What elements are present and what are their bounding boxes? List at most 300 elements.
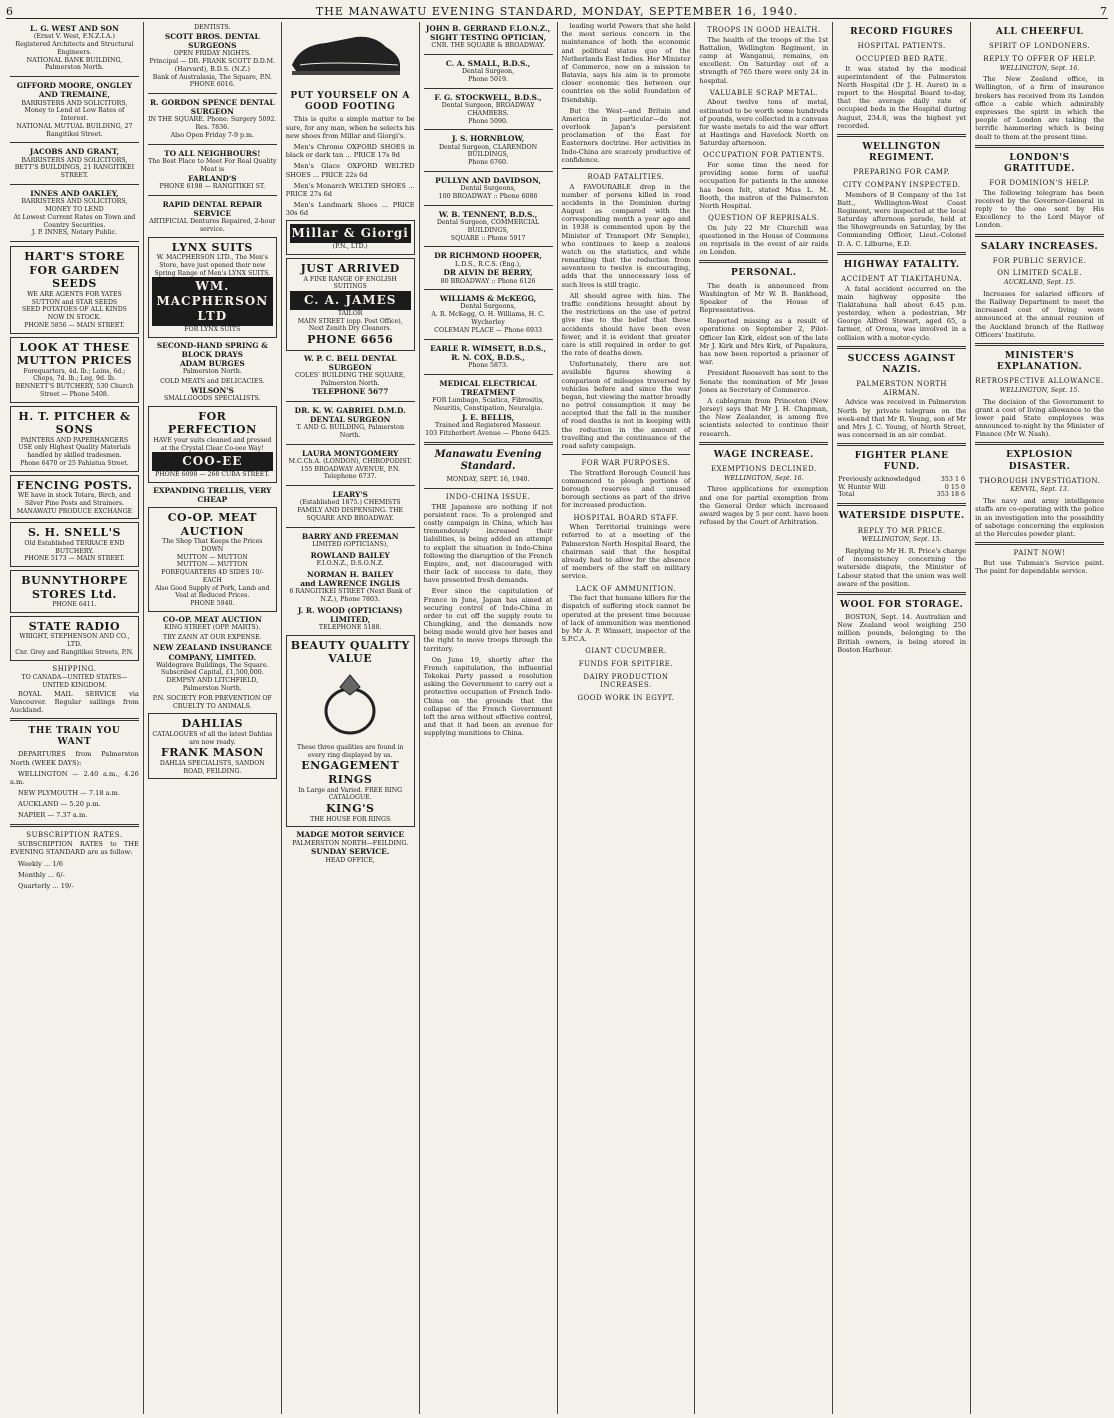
divider [10,76,139,77]
ad-coop-meat-1 [148,507,277,611]
ad-title: WILLIAMS & McKEGG, [439,294,537,304]
article-paragraph: The decision of the Government to grant a cost of living allowance to the lower paid State employees was announced to-night by the Minister of Finance (Mr W. Nash). [975,397,1104,439]
divider [975,145,1104,148]
article-subheading: REPLY TO OFFER OF HELP. [983,54,1096,63]
article-subheading: THOROUGH INVESTIGATION. [978,476,1101,485]
ad-sub: BARRISTERS AND SOLICITORS, BETT'S BUILDINGS, 21 RANGITIKEI STREET. [14,156,135,180]
columns [6,22,1108,1414]
ad-title: JUST ARRIVED [300,261,400,275]
subscription-heading: SUBSCRIPTION RATES. [26,830,123,839]
ad-shop: J. E. BELLIS, [461,412,515,422]
ad-sub: WRIGHT, STEPHENSON AND CO., LTD. [19,633,130,649]
ad-title: NEW ZEALAND INSURANCE COMPANY, LIMITED. [152,643,272,662]
ad-sub2: DR ALVIN DE BERRY, [443,268,533,278]
paper-name: Manawatu Evening Standard. [434,448,542,472]
ad-phone: SQUARE :: Phone 5917 [450,234,526,242]
train-line: NAPIER — 7.37 a.m. [18,811,88,820]
ad-line: MUTTON — MUTTON [176,561,248,569]
fund-label: W. Hunter Will [838,482,886,491]
ad-logo-sub: TAILOR [337,309,363,317]
ad-address: Bank of Australasia, The Square, P.N. PHONE 6016. [152,73,272,89]
ad-body: ARTIFICIAL Dentures Repaired, 2-hour service. [149,217,276,233]
ad-body: The Best Place to Meet For Real Quality Meat is [148,158,277,173]
article-paragraph: Reported missing as a result of operations on September 2, Pilot-Officer Ian Kirk, eldest son of the late Mr J. Kirk and Mrs Kirk, of Papakura, has now been reported a prisoner of war. [699,317,829,367]
ad-sub: A FINE RANGE OF ENGLISH SUITINGS [303,275,397,291]
article-paragraph: On July 22 Mr Churchill was questioned in the House of Commons on reprisals in the event of air raids on London. [699,223,829,257]
ad-phone: PHONE 5173 — MAIN STREET. [24,555,125,563]
article-subheading: FOR PUBLIC SERVICE. [992,256,1087,265]
ad-title: L. G. WEST AND SON [29,24,119,33]
article-subheading: SPIRIT OF LONDONERS. [988,42,1091,51]
ad-phone: Phone 5090. [468,117,509,125]
ad-small [424,59,553,84]
ad-title: RAPID DENTAL REPAIR SERVICE [162,199,263,218]
article-heading: WOOL FOR STORAGE. [839,599,964,610]
divider [148,144,277,145]
divider [148,195,277,196]
column-8 [970,22,1108,1414]
ad-dental-repair [148,200,277,234]
ad-lynx-suits [148,237,277,338]
article-heading: FIGHTER PLANE FUND. [854,451,949,473]
ad-phone: PHONE 6656 [307,332,394,346]
ad-hornblow [424,134,553,167]
ad-body: FOR Lumbago, Sciatica, Fibrositis, Neuritis, Constipation, Neuralgia. [432,397,544,412]
article-heading: LACK OF AMMUNITION. [575,584,676,593]
article-byline: WELLINGTON, Sept. 16. [999,64,1080,72]
divider [286,401,415,402]
ad-sub: Old Established TERRACE END BUTCHERY. [24,539,125,555]
article-heading: SALARY INCREASES. [980,241,1099,252]
ad-williams-mckegg [424,294,553,334]
article-byline: WELLINGTON, Sept. 16. [724,474,804,482]
ad-sub: PALMERSTON NORTH—FEILDING. [292,839,409,847]
ad-sub: Dental Surgeons, [460,185,516,193]
article-heading: WAGE INCREASE. [713,449,814,460]
article-paragraph: A cablegram from Princeton (New Jersey) says that Mr J. H. Chapman, the New Zealander, is among five scientists selected to continue their research. [699,396,829,438]
article-byline: KENVIL, Sept. 13. [1010,486,1069,494]
divider [424,488,553,489]
fund-value: 353 18 6 [936,490,966,499]
ad-zann [148,634,277,642]
ad-title: CO-OP. MEAT AUCTION [167,511,257,538]
article-heading: TROOPS IN GOOD HEALTH. [707,26,821,34]
ad-gordon-spence [148,98,277,140]
ad-shop: WILSON'S [190,385,234,395]
ad-west-and-son [10,24,139,72]
article-subheading: REPLY TO MR PRICE. [857,526,946,535]
article-subheading: ON LIMITED SCALE. [997,269,1082,278]
ad-sub: Waldegrave Buildings, The Square. [156,661,269,669]
article-paragraph: A fatal accident occurred on the main highway opposite the Tiakitahuna hall about 6.45 p.m. yesterday, when a pedestrian, Mr George Alfred Stewart, aged 65, a farmer, of Oroua, was involved in a collision with a motor-cycle. [837,284,967,342]
ad-sub: Also Open Friday 7-9 p.m. [170,132,255,140]
subscription-body: SUBSCRIPTION RATES to THE EVENING STANDARD are as follow: [10,840,139,857]
divider [424,246,553,247]
ad-title: LYNX SUITS [171,240,253,254]
article-heading: PAINT NOW! [1013,549,1066,558]
ad-item: Men's Chrome OXFORD SHOES in black or dark tan ... PRICE 17s 9d [285,143,415,160]
article-paragraph: The navy and army intelligence staffs are co-operating with the police in an investigation into the possibility of sabotage concerning the explosion at the Hercules powder plant. [975,497,1104,538]
article-heading: HOSPITAL BOARD STAFF. [573,513,679,522]
ad-phone: TELEPHONE 5677 [311,387,389,397]
article-heading: FUNDS FOR SPITFIRE. [578,659,674,668]
fund-label: Total [838,490,855,499]
ad-title: EXPANDING TRELLIS, VERY CHEAP [153,485,272,504]
article-subheading: RETROSPECTIVE ALLOWANCE. [975,377,1104,386]
fund-table [837,476,966,500]
ad-sub: (Established 1875.) CHEMISTS [299,499,401,507]
subscription-line: Monthly ... 6/- [18,870,65,879]
ad-title: F. G. STOCKWELL, B.D.S., [434,92,542,102]
article-subheading: HOSPITAL PATIENTS. [857,42,946,51]
article-paragraph: leading world Powers that she held the most serious concern in the maintenance of both the economic and political status quo of the Netherlands East Indies. Her Minister of Commerce, now on a mission to Batavia, says his aim is to promote closer economic ties between our countries on the solid foundation of friendship. [561,22,691,104]
ad-phone: PHONE 5940. [190,599,235,607]
article-subheading: PALMERSTON NORTH AIRMAN. [856,380,948,397]
article-paragraph: But use Tubman's Service paint. The paint for dependable service. [975,558,1104,575]
ad-more: SEED POTATOES OF ALL KINDS NOW IN STOCK. [21,306,127,322]
column-1 [6,22,143,1414]
paper-date: MONDAY, SEPT. 16, 1940. [446,476,530,484]
ad-sub: Dental Surgeon, BROADWAY CHAMBERS. [441,102,535,117]
ad-adam-burges [148,341,277,376]
article-paragraph: The death is announced from Washington of Mr W. B. Bankhead, Speaker of the House of Representatives. [699,281,829,315]
divider [424,171,553,172]
ad-sub: Dental Surgeons, [460,303,516,311]
ad-sub: COLES' BUILDING THE SQUARE, Palmerston North. [295,371,406,387]
ad-sub: The Shop That Keeps the Prices DOWN [162,538,263,554]
article-heading: VALUABLE SCRAP METAL. [709,88,818,97]
divider [424,54,553,55]
ad-sub: Dental Surgeon, [462,68,515,76]
ad-title: SECOND-HAND SPRING & BLOCK DRAYS [156,340,268,359]
ad-title: W. B. TENNENT, B.D.S., [438,209,538,219]
ad-sub: BARRISTERS AND SOLICITORS, Money to Lend at Low Rates of Interest. [21,99,128,123]
article-paragraph: It was stated by the medical superintendent of the Palmerston North Hospital (Dr J. H. Auret) in a report to the Hospital Board to-day, that the average daily rate of occupied beds in the Hospital during August, 234.6, was the highest yet recorded. [837,64,967,130]
masthead [6,4,1108,19]
ad-sub: F.I.O.N.Z., D.S.O.N.Z. [316,559,384,567]
ad-title: C. A. SMALL, B.D.S., [445,59,531,69]
ad-body: W. MACPHERSON LTD., The Men's Store, have just opened their new Spring Range of Men's LYNX SUITS. [154,254,271,277]
divider [837,503,966,506]
page-number-right: 7 [1100,4,1108,18]
article-paragraph: But the West—and Britain and America in particular—do not overlook Japan's persistent proclamation of the East for Easterners doctrine. Her activities in Indo-China are scarcely productive of confidence. [561,106,691,164]
train-body: DEPARTURES from Palmerston North (WEEK DAYS): [10,750,139,767]
ad-sub: PAINTERS AND PAPERHANGERS [20,436,129,444]
article-subheading: PREPARING FOR CAMP. [853,168,951,177]
ad-title: STATE RADIO [28,619,121,633]
ad-dahlias [148,713,277,779]
ad-capital: Subscribed Capital, £1,500,000. [160,669,264,677]
divider [424,88,553,89]
article-paragraph: Members of B Company of the 1st Batt., Wellington-West Coast Regiment, were inspected at the local Saturday afternoon parade, held at the Showgrounds on Saturday, by the Commanding Officer, Lieut.-Colonel D. A. C. Lilburne, E.D. [837,190,967,248]
personal-heading: PERSONAL. [731,268,797,279]
ad-title: GIFFORD MOORE, ONGLEY AND TREMAINE, [16,81,133,100]
ad-line: MUTTON — MUTTON [176,553,248,561]
subscription-line: Weekly ... 1/6 [18,859,63,868]
ad-scott-bros [148,24,277,89]
ad-body: USE only Highest Quality Materials handled by skilled tradesmen. [18,444,131,460]
ad-address: IN THE SQUARE. Phone: Surgery 5092. Res. 7836. [148,116,277,132]
ad-trellis [148,486,277,504]
ad-item: Men's Glace OXFORD WELTED SHOES ... PRICE 22s 6d [285,162,415,179]
article-paragraph: The health of the troops of the 1st Battalion, Wellington Regiment, in camp at Wanganui, remains, on excellent. On Saturday out of a strength of 765 there were only 24 in hospital. [699,35,829,85]
divider [562,168,691,169]
article-heading: OCCUPATION FOR PATIENTS. [703,151,825,160]
article-heading: ALL CHEERFUL [995,27,1084,37]
article-byline: WELLINGTON, Sept. 15. [999,386,1080,394]
article-paragraph: The Stratford Borough Council has commenced to plough portions of borough reserves and unused borough sections as part of the drive for increased production. [561,468,691,510]
shoe-illustration [286,25,406,81]
ad-title: COLD MEATS and DELICACIES. [160,377,265,385]
train-heading: THE TRAIN YOU WANT [28,726,121,748]
ad-more: In Large and Varied. FREE RING CATALOGUE. [298,786,403,802]
ad-address: KING STREET (OPP. MARTS). [164,623,261,631]
divider [424,129,553,130]
ad-phone: COLEMAN PLACE — Phone 6933 [434,326,542,334]
ad-sub: OPEN FRIDAY NIGHTS. [173,50,252,58]
divider [10,142,139,143]
ad-phone: PHONE 6098 — 268 CUBA STREET. [155,471,270,479]
article-heading: WATERSIDE DISPUTE. [838,511,965,522]
ad-body: WE have in stock Totara, Birch, and Silver Pine Posts and Strainers. [18,492,131,507]
ad-title: HART'S STORE FOR GARDEN SEEDS [24,250,125,291]
ad-body: CATALOGUES of all the latest Dahlias are now ready. [152,731,273,746]
column-3 [281,22,419,1414]
ad-address: Cnr. Grey and Rangitikei Streets, P.N. [15,648,134,656]
article-subheading: OCCUPIED BED RATE. [855,54,948,63]
ad-logo-sub: FOR LYNX SUITS [184,325,241,333]
ad-pullyn-davidson [424,176,553,201]
ad-shop: FARLAND'S [188,173,237,183]
ad-phone: Phone 6470 or 25 Fahiatua Street. [20,459,129,467]
ad-sub: Dental Surgeon, COMMERCIAL BUILDINGS, [436,218,540,234]
ad-title: P.N. SOCIETY FOR PREVENTION OF CRUELTY TO ANIMALS. [152,694,272,710]
ad-title: TO ALL NEIGHBOURS! [164,148,261,158]
ad-hooper [424,251,553,285]
ad-title: LAURA MONTGOMERY [301,448,399,458]
ad-title: NORMAN H. BAILEY [307,569,394,579]
train-line: WELLINGTON — 2.40 a.m., 4.26 a.m. [10,769,139,786]
article-subheading: ACCIDENT AT TIAKITAHUNA. [841,274,963,283]
ad-body: HAVE your suits cleaned and pressed at the Crystal Clear Co-oee Way! [153,436,272,452]
ad-address: MAIN STREET (opp. Post Office), Next Zenith Dry Cleaners. [297,317,403,333]
ad-phone: Phone 5019. [468,76,509,84]
ad-title: MADGE MOTOR SERVICE [296,830,405,840]
ad-coop-meat-2 [148,615,277,632]
ad-bunnythorpe [10,570,139,613]
ad-forequarters: FOREQUARTERS 4D SIDES 10/- EACH [161,569,264,584]
column-7 [832,22,970,1414]
ad-ca-james [286,258,415,351]
ad-title: DAHLIAS [181,717,243,731]
ad-shop: KING'S [325,802,375,816]
ad-rowland-bailey [286,551,415,568]
ad-bell [286,354,415,397]
article-paragraph: When Territorial trainings were referred to at a meeting of the Palmerston North Hospital Board, the chairman said that the hospital already had to allow for the absence of members of the staff on military service. [561,523,691,581]
article-paragraph: For some time the need for providing some form of useful occupation for patients in the annexe has been felt, stated Miss L. M. Booth, the matron of the Palmerston North Hospital. [699,161,829,210]
column-2 [143,22,281,1414]
ad-innes-oakley [10,189,139,237]
ad-notary: J. P. INNES, Notary Public. [31,229,118,237]
ad-extra: At Lowest Current Rates on Town and Country Securities. [13,213,136,229]
ad-wilsons [148,378,277,403]
column-6 [694,22,832,1414]
ad-phone: PHONE 6411. [52,601,97,609]
ad-address: MANAWATU PRODUCE EXCHANGE [16,507,133,515]
divider [837,443,966,446]
divider [562,454,691,455]
ad-fencing-posts [10,475,139,520]
ad-title: BUNNYTHORPE STORES Ltd. [21,573,128,601]
ad-sub: M.C.Ch.A. (LONDON), CHIROPODIST. [288,457,412,465]
article-paragraph: President Roosevelt has sent to the Senate the nomination of Mr Jesse Jones as Secretary of Commerce. [699,369,829,394]
ad-phone: PHONE 6198 — RANGITIKEI ST. [159,182,266,190]
ad-sub: LIMITED (OPTICIANS), [312,540,389,548]
article-heading: ROAD FATALITIES. [587,172,665,181]
ad-more: SUNDAY SERVICE. [311,847,390,857]
ad-title: EARLE R. WIMSETT, B.D.S., [430,343,547,353]
ad-shop: FRANK MASON [160,746,264,760]
leader-paragraph: On June 19, shortly after the French capitulation, the influential Tokokai Party passed a resolution asking the Government to carry out a protective occupation of French Indo-China on the grounds that the collapse of the French Government left the area without effective control, and that it had been an avenue for supplying munitions to China. [423,655,553,738]
ad-title: CO-OP. MEAT AUCTION [162,614,262,624]
ad-phone: Phone 6760. [468,159,509,167]
ad-sub: SIGHT TESTING OPTICIAN, [430,33,547,43]
ring-illustration [310,669,390,739]
article-heading: EXPLOSION DISASTER. [1006,450,1074,472]
ad-logo: Millar & Giorgi [290,224,411,243]
train-line: NEW PLYMOUTH — 7.18 a.m. [18,789,121,798]
ad-sub: R. N. COX, B.D.S., [451,352,525,362]
ad-logo-sub: (P.N., LTD.) [332,243,368,251]
article-paragraph: Increases for salaried officers of the Railway Department to meet the increased cost of living were announced at the annual reunion of the Auckland branch of the Railway Officers' Institute. [975,289,1104,339]
divider [975,442,1104,445]
ad-body: This is quite a simple matter to be sure, for any man, when he selects his new shoes from Millar and Giorgi's. [285,115,415,140]
ad-phone: TELEPHONE 5188. [318,623,382,631]
article-heading: WELLINGTON REGIMENT. [862,141,941,164]
ad-title: LOOK AT THESE MUTTON PRICES [16,340,133,368]
divider [699,260,828,263]
divider [424,374,553,375]
article-paragraph: BOSTON, Sept. 14. Australian and New Zealand wool weighing 250 million pounds, belonging to the British owners, is being stored in Boston Harbour. [837,613,967,654]
ad-title: J. R. WOOD (OPTICIANS) LIMITED, [297,605,403,624]
ad-logo: COO-EE [152,452,273,471]
ad-item: Men's Monarch WELTED SHOES ... PRICE 27s 6d [285,181,415,198]
ad-shop-sub: THE HOUSE FOR RINGS [310,815,391,823]
ad-pitcher-sons [10,406,139,472]
article-paragraph: The fact that humane killers for the dispatch of suffering stock cannot be operated at the present time because of lack of ammunition was mentioned by Mr A. P. Wimsett, inspector of the S.P.C.A. [561,594,691,644]
article-subheading: FOR DOMINION'S HELP. [989,178,1090,187]
ad-sub: These three qualities are found in every ring displayed by us. [297,744,404,759]
page-number-left: 6 [6,4,14,18]
article-heading: LONDON'S GRATITUDE. [1004,152,1076,174]
ad-bellis [424,379,553,438]
divider [424,289,553,290]
ad-snells [10,522,139,567]
ad-phone: 80 BROADWAY :: Phone 6126 [440,277,536,285]
ad-title: DR RICHMOND HOOPER, [434,251,542,261]
divider [286,485,415,486]
ad-title: ROWLAND BAILEY [310,550,390,560]
article-paragraph: Unfortunately, there are not available figures showing a comparison of mileages traversed by vehicles before and since the war began, but viewing the matter broadly no petrol consumption it may be accepted that the fall in the number of road deaths is not in keeping with the reduction in the amount of travelling and the continuance of the road safety campaign. [561,360,691,450]
divider [975,542,1104,545]
ad-millar-giorgi [286,220,415,255]
article-byline: AUCKLAND, Sept. 15. [1004,279,1076,287]
ad-title: PULLYN AND DAVIDSON, [435,176,541,186]
ad-logo: WM. MACPHERSON LTD [152,277,273,326]
divider [10,824,139,827]
shipping-body: ROYAL MAIL SERVICE via Vancouver. Regular sailings from Auckland. [10,689,139,714]
ad-title: SCOTT BROS. DENTAL SURGEONS [164,31,260,50]
table-row [837,491,966,499]
ad-title: BEAUTY QUALITY VALUE [290,638,410,666]
ad-body: Forequarters, 4d. lb.; Loins, 6d.; Chops, 7d. lb.; Leg, 9d. lb. [23,367,126,383]
ad-address: Palmerston North. [182,368,242,376]
ad-kings-rings [286,635,415,828]
ad-norman-bailey [286,570,415,604]
ad-montgomery [286,449,415,482]
ad-madge-motor [286,830,415,864]
divider [10,184,139,185]
article-heading: FOR WAR PURPOSES. [581,459,671,468]
ad-phone: 155 BROADWAY AVENUE, P.N. Telephone 6737. [300,465,400,481]
ad-phone: 100 BROADWAY :: Phone 6086 [438,193,538,200]
ad-office: HEAD OFFICE, [325,856,375,864]
ad-address: NATIONAL MUTUAL BUILDING, 27 Rangitikei Street. [16,122,133,138]
column-4 [419,22,557,1414]
shipping-sub: TO CANADA—UNITED STATES—UNITED KINGDOM. [21,674,128,689]
article-paragraph: The New Zealand office, in Wellington, of a firm of insurance brokers has received from its London office a cable which admirably expresses the spirit in which the people of London are taking the terrific hammering which is being dealt to them at the present time. [975,75,1104,141]
divider [837,592,966,595]
ad-logo: C. A. JAMES [290,291,411,310]
ad-body: Principal — DR. FRANK SCOTT D.D.M. (Harvard), B.D.S. (N.Z.) [149,57,276,73]
fund-value: 353 1 6 [940,474,966,483]
ad-cooee [148,406,277,483]
ad-sub: L.D.S., R.C.S. (Eng.), [454,260,522,268]
ad-phone: PHONE 5856 — MAIN STREET. [24,321,125,329]
ad-kicker: DENTISTS. [194,24,231,31]
divider [975,343,1104,346]
ad-item: Men's Landmark Shoes ... PRICE 30s 6d [285,201,415,218]
ad-title: S. H. SNELL'S [27,526,121,540]
ad-title: DR. K. W. GABRIEL D.M.D. DENTAL SURGEON [294,405,406,424]
column-5 [557,22,695,1414]
divider [286,527,415,528]
ad-tennent [424,210,553,243]
ad-wimsett [424,344,553,370]
article-paragraph: Advice was received in Palmerston North by private telegram on the week-end that Mr R. Young, son of Mr and Mrs J. C. Young, of North Street, was concerned in an air combat. [837,398,967,440]
divider [424,442,553,445]
masthead-title: THE MANAWATU EVENING STANDARD, MONDAY, SEPTEMBER 16, 1940. [315,4,799,18]
ad-gifford-moore [10,81,139,138]
ad-sub: Registered Architects and Structural Engineers. [15,40,134,56]
ad-phone: 6 RANGITIKEI STREET (Next Bank of N.Z.), Phone 7803. [289,587,411,603]
ad-sub: SMALLGOODS SPECIALISTS. [163,394,261,402]
ad-more: A. R. McKegg, O. H. Williams, H. C. Wycherley [431,311,545,327]
divider [837,134,966,137]
ad-barry-freeman [286,532,415,549]
ad-title: BARRY AND FREEMAN [301,531,399,541]
ad-line: (Ernst V. West, F.N.Z.I.A.) [33,33,115,41]
ad-sub: DAHLIA SPECIALISTS, SANDON ROAD, FEILDING. [159,760,265,775]
leader-paragraph: THE Japanese are nothing if not persistent race. To a prolonged and costly campaign in China, which has tremendously increased their liabilities, is being added an attempt to exploit the situation in Indo-China following the disruption of the French Empire, and, not discouraged with their lack of success to date, they have presented fresh demands. [423,502,553,585]
ad-address: 103 Fitzherbert Avenue — Phone 6425. [425,429,552,437]
divider [424,339,553,340]
leader-title: INDO-CHINA ISSUE. [445,492,531,501]
ad-mutton-prices [10,337,139,403]
divider [148,93,277,94]
divider [837,346,966,349]
ad-sub: WE ARE AGENTS FOR YATES SUTTON and STAR SEEDS [27,291,122,306]
